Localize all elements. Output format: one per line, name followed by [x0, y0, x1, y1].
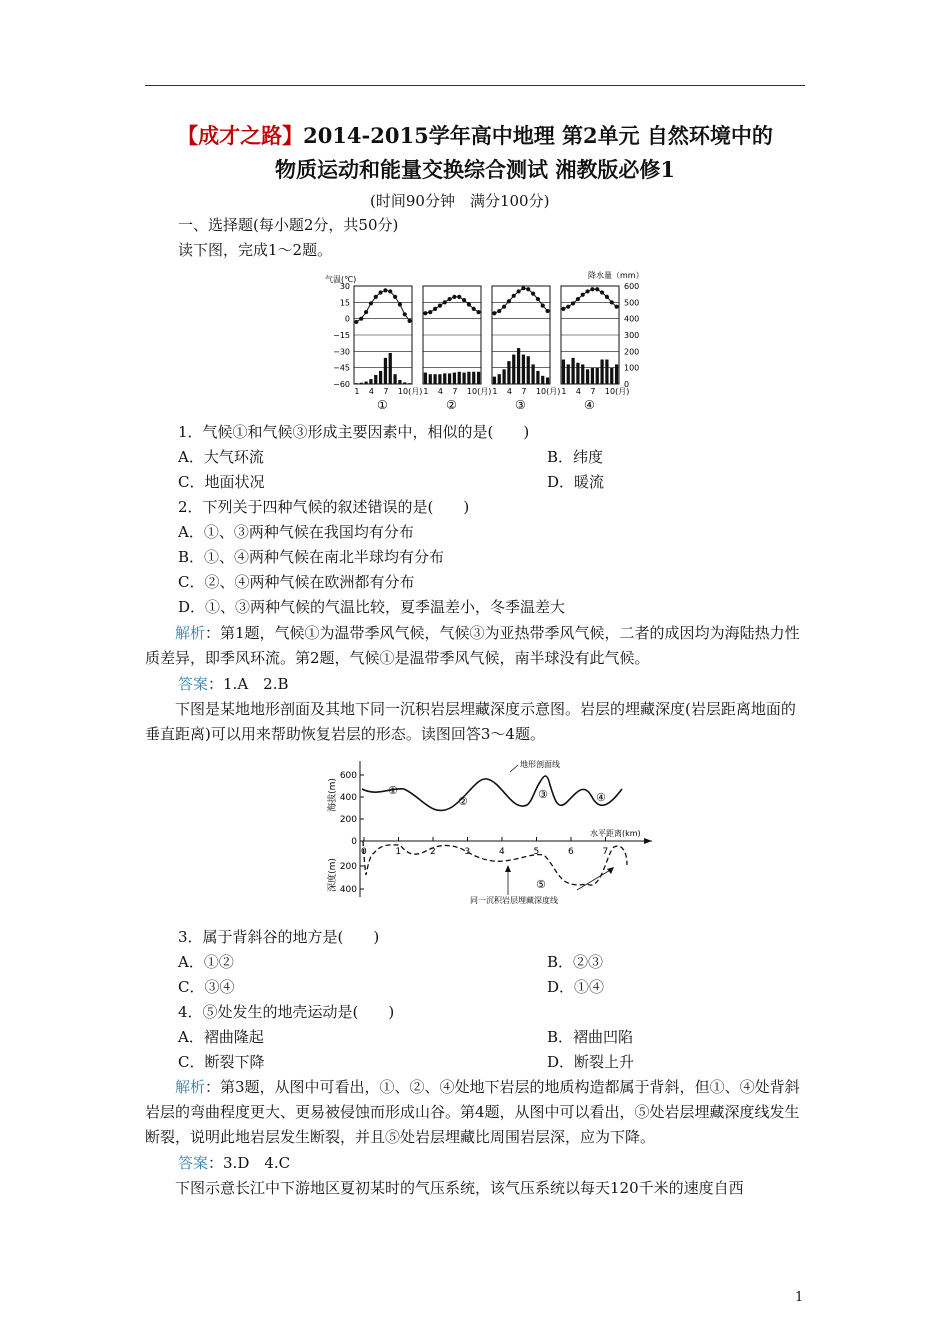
month-tick-label: 4	[368, 387, 375, 396]
precip-bar	[448, 373, 451, 384]
temp-point	[605, 295, 609, 299]
precip-tick-label: 300	[624, 331, 640, 340]
temp-point	[610, 300, 614, 304]
temp-point	[443, 300, 447, 304]
precip-bar	[398, 380, 401, 384]
section-heading: 一、选择题(每小题2分，共50分)	[178, 216, 399, 234]
x-tick-label: 5	[533, 847, 540, 857]
temp-point	[428, 310, 432, 314]
temp-point	[393, 295, 397, 299]
doc-subtitle: (时间90分钟 满分100分)	[370, 192, 550, 210]
temp-tick-label: 15	[339, 298, 350, 308]
precip-tick-label: 100	[624, 363, 640, 373]
q2-option-b[interactable]: B．①、④两种气候在南北半球均有分布	[178, 548, 445, 566]
temp-line	[563, 289, 616, 309]
temp-point	[467, 302, 471, 306]
precip-bar	[424, 373, 427, 384]
precip-bar	[536, 371, 539, 384]
q4-option-c[interactable]: C．断裂下降	[178, 1053, 265, 1071]
q2-option-d[interactable]: D．①、③两种气候的气温比较，夏季温差小，冬季温差大	[178, 598, 566, 616]
depth-axis-label: 深度(m)	[328, 858, 338, 892]
temp-point	[433, 307, 437, 311]
temp-point	[407, 319, 411, 323]
precip-bar	[364, 382, 367, 384]
q2-stem: 2．下列关于四种气候的叙述错误的是( )	[178, 498, 470, 516]
depth-tick-label: 400	[339, 885, 357, 895]
precip-bar	[567, 364, 570, 384]
q4-option-a[interactable]: A．褶曲隆起	[178, 1028, 264, 1046]
precip-bar	[605, 360, 608, 385]
temp-line	[356, 290, 409, 322]
temp-point	[462, 298, 466, 302]
panel-label: ②	[446, 398, 457, 412]
x-tick-label: 0	[361, 847, 367, 857]
precip-bar	[477, 372, 480, 384]
panel-label: ①	[377, 398, 388, 412]
temp-point	[541, 304, 545, 308]
temp-point	[561, 307, 565, 311]
precip-tick-label: 200	[624, 347, 640, 357]
temp-point	[403, 312, 407, 316]
x-tick-label: 6	[568, 847, 574, 857]
precip-bar	[408, 383, 411, 384]
temp-point	[472, 307, 476, 311]
temp-point	[614, 305, 618, 309]
month-tick-label: 10(月)	[466, 387, 492, 396]
precip-axis-label: 降水量（mm）	[588, 271, 644, 280]
panel-label: ③	[515, 398, 526, 412]
precip-tick-label: 600	[624, 282, 640, 291]
precip-bar	[498, 374, 501, 384]
precip-bar	[393, 374, 396, 384]
page-number: 1	[795, 1290, 804, 1305]
precip-bar	[472, 372, 475, 384]
temp-point	[369, 301, 373, 305]
climate-panel-4	[561, 286, 629, 412]
precip-bar	[581, 364, 584, 384]
temp-point	[576, 297, 580, 301]
temp-point	[581, 293, 585, 297]
precip-bar	[531, 364, 534, 384]
precip-bar	[443, 373, 446, 384]
q1-option-d[interactable]: D．暖流	[547, 473, 605, 491]
q3-option-d[interactable]: D．①④	[547, 978, 605, 996]
temp-point	[521, 286, 525, 290]
temp-point	[507, 299, 511, 303]
temp-point	[452, 295, 456, 299]
x-tick-label: 3	[464, 847, 471, 857]
temp-point	[359, 317, 363, 321]
temp-point	[383, 288, 387, 292]
marker-5: ⑤	[536, 878, 546, 891]
header-rule	[145, 85, 805, 86]
x-tick-label: 7	[602, 847, 609, 857]
temp-point	[492, 311, 496, 315]
month-tick-label: 7	[521, 387, 527, 396]
month-tick-label: 10(月)	[535, 387, 561, 396]
q3-option-a[interactable]: A．①②	[178, 953, 234, 971]
month-tick-label: 7	[590, 387, 596, 396]
precip-bar	[527, 356, 530, 384]
precip-bar	[429, 374, 432, 384]
precip-bar	[379, 371, 382, 384]
temp-tick-label: −60	[333, 380, 350, 389]
temp-point	[516, 289, 520, 293]
climate-chart-figure	[320, 268, 650, 416]
answer-1: 答案：1.A 2.B	[178, 675, 289, 693]
temp-tick-label: −45	[333, 363, 350, 373]
answer-2: 答案：3.D 4.C	[178, 1154, 291, 1172]
temp-tick-label: 0	[344, 314, 350, 324]
precip-bar	[374, 375, 377, 384]
intro-next: 下图示意长江中下游地区夏初某时的气压系统，该气压系统以每天120千米的速度自西	[175, 1179, 744, 1197]
q2-option-a[interactable]: A．①、③两种气候在我国均有分布	[178, 523, 414, 541]
x-tick-label: 1	[395, 847, 402, 857]
layer-line-label: 同一沉积岩层埋藏深度线	[470, 896, 558, 905]
elev-tick-label: 600	[339, 771, 357, 781]
temp-point	[595, 287, 599, 291]
temp-point	[526, 287, 530, 291]
precip-bar	[389, 353, 392, 384]
temp-point	[423, 311, 427, 315]
precip-bar	[517, 348, 520, 384]
month-tick-label: 1	[561, 387, 567, 396]
precip-bar	[600, 360, 603, 385]
month-tick-label: 1	[423, 387, 429, 396]
analysis-2: 解析：第3题，从图中可看出，①、②、④处地下岩层的地质构造都属于背斜，但①、④处背斜岩层的弯曲程度更大、更易被侵蚀而形成山谷。第4题，从图中可以看出，⑤处岩层埋藏深度线发生断裂，说明此地岩层发生断裂，并且⑤处岩层埋藏比周围岩层深，应为下降。	[145, 1078, 800, 1146]
precip-bar	[369, 379, 372, 384]
precip-bar	[453, 373, 456, 384]
precip-bar	[355, 383, 358, 384]
doc-title-line2: 物质运动和能量交换综合测试 湘教版必修1	[275, 157, 675, 182]
temp-point	[545, 309, 549, 313]
elev-tick-label: 200	[339, 815, 357, 825]
x-tick-label: 4	[499, 847, 505, 857]
temp-point	[566, 305, 570, 309]
month-tick-label: 4	[506, 387, 513, 396]
precip-bar	[403, 382, 406, 384]
month-tick-label: 10(月)	[604, 387, 630, 396]
temp-point	[531, 292, 535, 296]
temp-point	[512, 294, 516, 298]
marker-2: ②	[458, 795, 468, 808]
temp-point	[571, 301, 575, 305]
x-tick-label: 2	[430, 847, 436, 857]
temp-tick-label: −30	[333, 347, 350, 357]
q1-option-c[interactable]: C．地面状况	[178, 473, 265, 491]
temp-point	[438, 304, 442, 308]
precip-bar	[360, 383, 363, 384]
q1-stem: 1．气候①和气候③形成主要因素中，相似的是( )	[178, 423, 530, 441]
month-tick-label: 4	[437, 387, 444, 396]
temp-line	[494, 288, 547, 313]
precip-bar	[610, 368, 613, 384]
q4-option-d[interactable]: D．断裂上升	[547, 1053, 635, 1071]
precip-tick-label: 0	[624, 380, 630, 389]
temp-point	[502, 305, 506, 309]
month-tick-label: 7	[452, 387, 458, 396]
elev-tick-label: 400	[339, 793, 357, 803]
terrain-profile-figure	[322, 757, 662, 912]
q2-option-c[interactable]: C．②、④两种气候在欧洲都有分布	[178, 573, 415, 591]
x-axis-label: 水平距离(km)	[590, 829, 641, 838]
temp-tick-label: −15	[333, 331, 350, 340]
precip-bar	[384, 358, 387, 384]
precip-bar	[493, 377, 496, 384]
precip-bar	[462, 373, 465, 384]
q4-option-b[interactable]: B．褶曲凹陷	[547, 1028, 634, 1046]
climate-panel-3	[492, 286, 560, 412]
temp-point	[364, 310, 368, 314]
depth-tick-label: 200	[339, 862, 357, 872]
precip-bar	[546, 377, 549, 384]
precip-tick-label: 400	[624, 314, 640, 324]
layer-depth-line	[363, 841, 627, 885]
precip-bar	[433, 374, 436, 384]
temp-point	[447, 297, 451, 301]
q3-option-b[interactable]: B．②③	[547, 953, 604, 971]
q3-stem: 3．属于背斜谷的地方是( )	[178, 928, 380, 946]
precip-tick-label: 500	[624, 298, 640, 308]
temp-point	[374, 295, 378, 299]
month-tick-label: 1	[492, 387, 498, 396]
precip-bar	[507, 361, 510, 384]
temp-point	[585, 289, 589, 293]
precip-bar	[576, 363, 579, 384]
month-tick-label: 1	[354, 387, 360, 396]
q3-option-c[interactable]: C．③④	[178, 978, 235, 996]
temp-point	[536, 297, 540, 301]
temp-point	[590, 287, 594, 291]
precip-bar	[502, 369, 505, 384]
q4-stem: 4．⑤处发生的地壳运动是( )	[178, 1003, 395, 1021]
climate-panel-1	[354, 286, 422, 412]
precip-bar	[438, 374, 441, 384]
temp-point	[497, 309, 501, 313]
temp-axis-label: 气温(℃)	[325, 275, 357, 284]
climate-panel-2	[423, 286, 491, 412]
temp-tick-label: 30	[339, 282, 350, 291]
marker-3: ③	[538, 788, 548, 801]
precip-bar	[615, 364, 618, 384]
precip-bar	[458, 372, 461, 384]
precip-bar	[467, 372, 470, 384]
precip-bar	[562, 360, 565, 385]
precip-bar	[541, 376, 544, 384]
precip-bar	[591, 368, 594, 384]
precip-bar	[596, 368, 599, 384]
precip-bar	[512, 355, 515, 384]
temp-point	[378, 290, 382, 294]
temp-point	[398, 302, 402, 306]
q1-option-a[interactable]: A．大气环流	[178, 448, 264, 466]
panel-label: ④	[584, 398, 595, 412]
doc-title-line1: 【成才之路】2014-2015学年高中地理 第2单元 自然环境中的	[177, 123, 773, 148]
temp-point	[457, 295, 461, 299]
marker-1: ①	[388, 784, 398, 797]
elev-tick-label: 0	[351, 837, 357, 847]
month-tick-label: 7	[383, 387, 389, 396]
precip-bar	[586, 369, 589, 384]
temp-point	[354, 320, 358, 324]
marker-4: ④	[596, 791, 606, 804]
month-tick-label: 4	[575, 387, 582, 396]
temp-point	[600, 290, 604, 294]
precip-bar	[522, 355, 525, 384]
profile-line-label: 地形剖面线	[520, 760, 560, 769]
month-tick-label: 10(月)	[397, 387, 423, 396]
intro-q1-2: 读下图，完成1～2题。	[178, 241, 333, 259]
terrain-profile-line	[362, 776, 622, 811]
q1-option-b[interactable]: B．纬度	[547, 448, 604, 466]
temp-point	[476, 310, 480, 314]
precip-bar	[571, 358, 574, 384]
analysis-1: 解析：第1题，气候①为温带季风气候，气候③为亚热带季风气候，二者的成因均为海陆热力性质差异，即季风环流。第2题，气候①是温带季风气候，南半球没有此气候。	[145, 624, 800, 667]
elev-axis-label: 海拔(m)	[328, 778, 338, 812]
intro-q3-4: 下图是某地地形剖面及其地下同一沉积岩层埋藏深度示意图。岩层的埋藏深度(岩层距离地面的垂直距离)可以用来帮助恢复岩层的形态。读图回答3～4题。	[145, 700, 796, 743]
temp-point	[388, 289, 392, 293]
